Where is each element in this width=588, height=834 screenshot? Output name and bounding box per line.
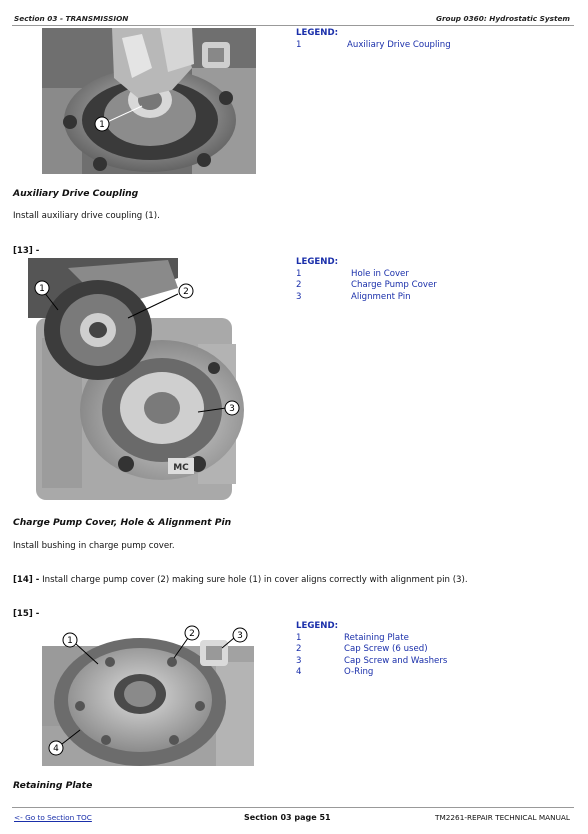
legend-title: LEGEND: (296, 621, 339, 631)
figure1-caption: Auxiliary Drive Coupling (13, 188, 139, 199)
group-title: Group 0360: Hydrostatic System (435, 14, 570, 23)
step-14 (13, 575, 468, 585)
manual-title: TM2261-REPAIR TECHNICAL MANUAL (435, 813, 570, 822)
legend-item (296, 667, 447, 679)
legend-figure1 (296, 28, 451, 51)
footer-divider (12, 807, 574, 808)
legend-item-label: Cap Screw (6 used) (344, 644, 428, 655)
legend-step13 (296, 257, 437, 303)
legend-item (296, 633, 447, 645)
legend-item (296, 40, 451, 52)
callout-1: 1 (67, 636, 73, 646)
legend-title: LEGEND: (296, 28, 339, 38)
legend-item-number: 1 (296, 39, 302, 50)
legend-item-label: Retaining Plate (344, 632, 409, 643)
header-divider (12, 25, 574, 26)
step15-caption: Retaining Plate (13, 780, 93, 791)
legend-item (296, 280, 437, 292)
legend-item-label: O-Ring (344, 667, 374, 678)
legend-item-label: Hole in Cover (351, 268, 409, 279)
step-14-label: [14] - (13, 575, 40, 585)
legend-item-number: 1 (296, 268, 302, 279)
step13-caption: Charge Pump Cover, Hole & Alignment Pin (13, 517, 232, 528)
callout-1: 1 (39, 284, 45, 294)
callout-3: 3 (237, 631, 243, 641)
legend-item-number: 4 (296, 667, 302, 678)
legend-item (296, 656, 447, 668)
section-title: Section 03 - TRANSMISSION (14, 14, 129, 23)
callout-3: 3 (229, 404, 235, 414)
legend-item-number: 2 (296, 280, 302, 291)
legend-item-number: 3 (296, 291, 302, 302)
callout-4: 4 (53, 744, 59, 754)
figure1-instruction: Install auxiliary drive coupling (1). (13, 211, 160, 221)
legend-item-label: Charge Pump Cover (351, 280, 437, 291)
photo-auxiliary-drive-coupling (42, 28, 256, 174)
legend-item-label: Auxiliary Drive Coupling (347, 39, 451, 50)
legend-item-label: Cap Screw and Washers (344, 655, 448, 666)
legend-item-label: Alignment Pin (351, 291, 411, 302)
photo-mark: MC (173, 463, 189, 473)
step-15-label: [15] - (13, 609, 40, 619)
step-13-label: [13] - (13, 246, 40, 256)
callout-1: 1 (99, 120, 105, 130)
photo-charge-pump-cover (28, 258, 256, 500)
legend-item (296, 644, 447, 656)
step13-instruction: Install bushing in charge pump cover. (13, 541, 175, 551)
legend-item (296, 292, 437, 304)
legend-item-number: 1 (296, 632, 302, 643)
callout-2: 2 (183, 287, 189, 297)
legend-item-number: 2 (296, 644, 302, 655)
section-toc-link[interactable]: <- Go to Section TOC (14, 813, 92, 822)
legend-title: LEGEND: (296, 257, 339, 267)
step-14-text: Install charge pump cover (2) making sure hole (1) in cover aligns correctly with alignment pin (3). (42, 575, 468, 585)
legend-item-number: 3 (296, 655, 302, 666)
callout-2: 2 (189, 629, 195, 639)
legend-item (296, 269, 437, 281)
photo-retaining-plate (40, 622, 256, 766)
page-number: Section 03 page 51 (244, 813, 331, 822)
legend-step15 (296, 621, 447, 679)
